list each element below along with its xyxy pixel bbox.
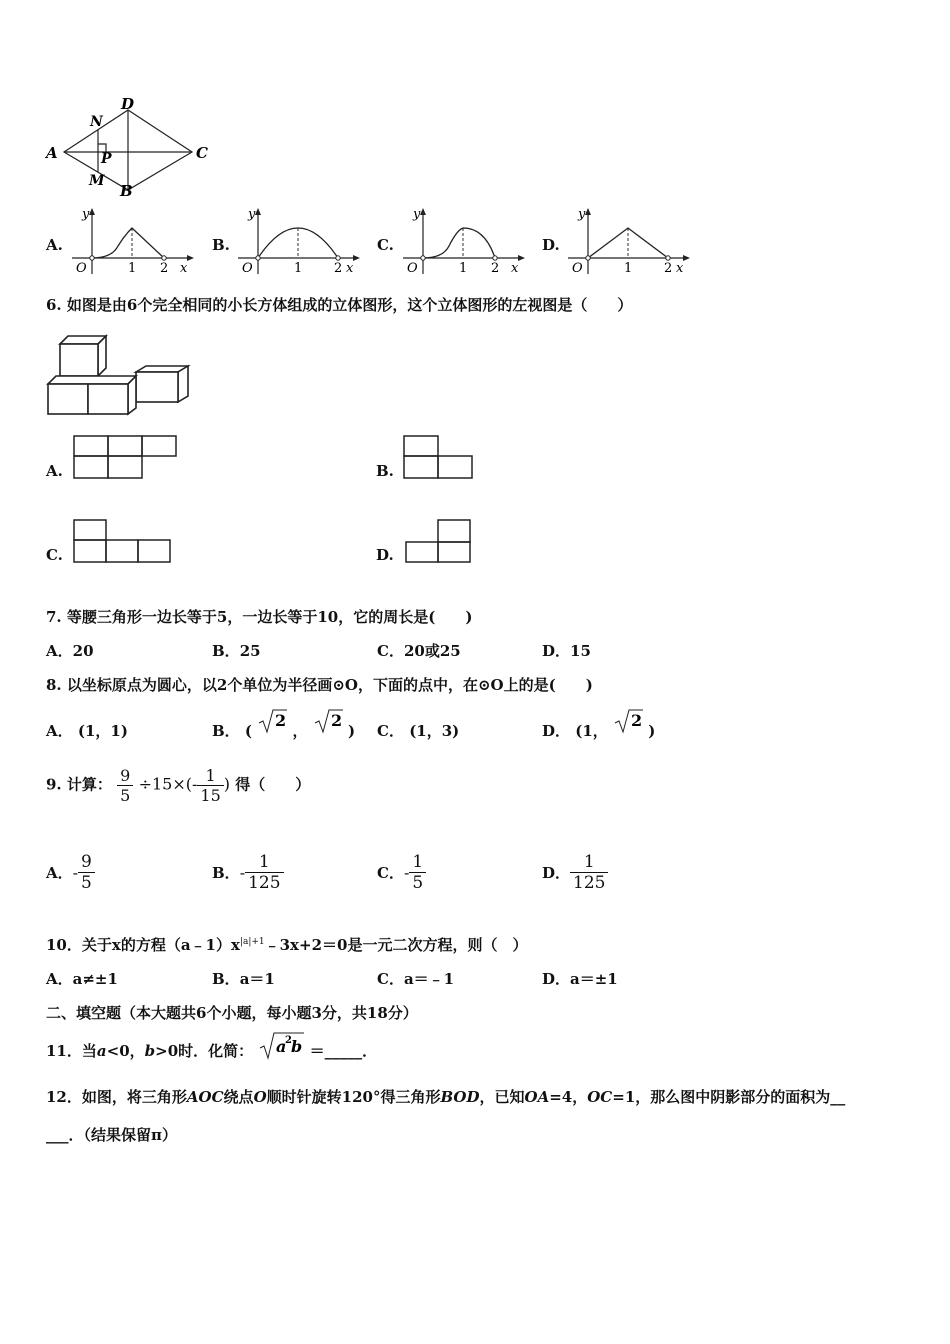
q10-option-letter: B． [212, 970, 240, 988]
tick-label-1: 1 [294, 261, 303, 276]
q9-fraction-2-den: 15 [197, 785, 223, 805]
q10-option-letter: A． [46, 970, 73, 988]
q12-text: ，已知 [479, 1088, 525, 1106]
hollow-point-origin [256, 256, 260, 260]
q10-text-post: ﹣3x+2＝0是一元二次方程，则（ ） [264, 936, 528, 954]
tick-label-2: 2 [491, 261, 500, 276]
origin-label: O [242, 261, 253, 276]
q10-option-a[interactable] [46, 968, 118, 989]
q7-option-value: 20或25 [403, 642, 461, 660]
q6-option-c-figure[interactable] [72, 518, 176, 566]
q8-option-d-letter: D． [542, 722, 571, 740]
q9-option-sign: - [403, 863, 410, 882]
y-axis-label: y [82, 207, 90, 222]
y-axis-arrow-icon [420, 208, 426, 215]
hollow-point-end [666, 256, 670, 260]
q8-question [46, 674, 593, 695]
q6-option-c-letter[interactable]: C. [46, 546, 63, 564]
y-axis-arrow-icon [585, 208, 591, 215]
q10-option-b[interactable] [212, 968, 275, 989]
x-axis-arrow-icon [353, 255, 360, 261]
hollow-point-origin [421, 256, 425, 260]
q12-text: 如图，将三角形 [81, 1088, 187, 1106]
q7-option-b[interactable] [212, 640, 261, 661]
q8-option-a[interactable] [46, 720, 128, 741]
y-axis-label: y [248, 207, 256, 222]
hollow-point-end [162, 256, 166, 260]
q10-option-d[interactable] [542, 968, 618, 989]
sqrt-sign-icon [613, 708, 643, 734]
q8-option-b-close: ) [347, 722, 356, 740]
q10-exponent: |a|+1 [239, 937, 265, 947]
q9-fraction-1 [117, 766, 133, 805]
fraction-denominator: 125 [245, 872, 283, 893]
q8-option-b-comma: ， [292, 722, 308, 740]
q9-option-a[interactable] [46, 852, 95, 893]
x-axis-arrow-icon [683, 255, 690, 261]
q8-text: 以坐标原点为圆心，以2个单位为半径画⊙O，下面的点中，在⊙O上的是( ) [66, 676, 593, 694]
q11-text-1: 当 [81, 1042, 97, 1060]
q8-option-d-close: ) [648, 722, 656, 740]
label-n: N [90, 114, 103, 130]
q10-option-value: a＝±1 [570, 970, 618, 988]
q5-graph [564, 206, 694, 280]
q10-option-value: a＝﹣1 [403, 970, 455, 988]
q8-option-b[interactable] [212, 708, 356, 740]
q8-option-c-letter: C． [377, 722, 404, 740]
q6-solid-figure [46, 332, 196, 418]
q8-option-c[interactable] [377, 720, 459, 741]
hollow-point-end [493, 256, 497, 260]
q7-option-value: 15 [570, 642, 591, 660]
fraction-numerator: 1 [583, 852, 595, 872]
label-a: A [46, 144, 58, 162]
q8-option-d-radicand: 2 [631, 711, 643, 730]
q12-text: =4， [549, 1088, 588, 1106]
q9-fraction-1-den: 5 [117, 785, 133, 805]
sqrt-sign-icon [257, 708, 287, 734]
q6-option-b-letter[interactable]: B. [376, 462, 394, 480]
q5-option-letter: D. [542, 236, 560, 254]
q11-text-2: <0， [106, 1042, 145, 1060]
q12-math-var: O [253, 1088, 267, 1106]
label-b: B [120, 182, 133, 200]
origin-label: O [407, 261, 418, 276]
q6-option-a-figure[interactable] [72, 434, 180, 482]
label-c: C [196, 144, 208, 162]
q9-option-letter: A． [46, 864, 73, 882]
y-axis-label: y [578, 207, 586, 222]
q7-option-letter: A． [46, 642, 73, 660]
q7-number: 7. [46, 608, 62, 626]
q10-option-value: a≠±1 [72, 970, 118, 988]
fraction-denominator: 5 [78, 872, 95, 893]
sqrt-sign-icon [313, 708, 343, 734]
label-d: D [121, 98, 135, 113]
q6-text: 如图是由6个完全相同的小长方体组成的立体图形，这个立体图形的左视图是（ ） [66, 296, 633, 314]
q7-option-d[interactable] [542, 640, 591, 661]
q9-option-sign: - [239, 863, 246, 882]
q7-text: 等腰三角形一边长等于5，一边长等于10，它的周长是( ) [66, 608, 473, 626]
q9-option-c[interactable] [377, 852, 426, 893]
q8-option-b-radicand-2: 2 [330, 711, 342, 730]
q11-radicand-b: b [291, 1037, 303, 1056]
q5-option-letter: B. [212, 236, 230, 254]
q5-option-letter: A. [46, 236, 63, 254]
rhombus-figure [40, 98, 220, 200]
q12-text: 顺时针旋转120°得三角形 [266, 1088, 441, 1106]
tick-label-2: 2 [334, 261, 343, 276]
function-curve [423, 228, 495, 258]
q8-number: 8. [46, 676, 62, 694]
q5-option-letter: C. [377, 236, 394, 254]
q12-math-var: OC [587, 1088, 613, 1106]
y-axis-arrow-icon [89, 208, 95, 215]
q10-option-letter: D． [542, 970, 571, 988]
hollow-point-end [336, 256, 340, 260]
q9-option-fraction [570, 852, 608, 893]
y-axis-label: y [413, 207, 421, 222]
q7-question [46, 606, 472, 627]
x-axis-arrow-icon [518, 255, 525, 261]
q8-option-d[interactable] [542, 708, 656, 740]
q6-question [46, 294, 632, 315]
q7-option-c[interactable] [377, 640, 461, 661]
q7-option-value: 20 [72, 642, 94, 660]
q7-option-a[interactable] [46, 640, 94, 661]
q12-math-var: OA [524, 1088, 550, 1106]
q5-graph [68, 206, 198, 280]
label-m: M [89, 173, 105, 189]
q8-option-a-letter: A． [46, 722, 73, 740]
y-axis-arrow-icon [255, 208, 261, 215]
tick-label-2: 2 [664, 261, 673, 276]
section-2-heading: 二、填空题（本大题共6个小题，每小题3分，共18分） [46, 1004, 418, 1022]
q9-option-fraction [245, 852, 283, 893]
q6-option-d-letter[interactable]: D. [376, 546, 394, 564]
tick-label-2: 2 [160, 261, 169, 276]
q12-math-var: BOD [440, 1088, 480, 1106]
q8-option-a-value: (1，1) [77, 722, 128, 740]
q6-option-d-figure[interactable] [404, 518, 476, 566]
q7-option-letter: D． [542, 642, 571, 660]
q10-text-pre: 关于x的方程（a﹣1）x [81, 936, 240, 954]
q9-expression-close: ) [223, 774, 231, 794]
q7-option-value: 25 [239, 642, 261, 660]
label-p: P [101, 151, 112, 167]
x-axis-arrow-icon [187, 255, 194, 261]
q5-graph [234, 206, 364, 280]
q12-text: =1，那么图中阴影部分的面积为__ [612, 1088, 846, 1106]
q9-option-fraction [409, 852, 426, 893]
origin-label: O [572, 261, 583, 276]
q9-label: 计算： [66, 775, 112, 794]
origin-label: O [76, 261, 87, 276]
q10-question [46, 934, 527, 955]
x-axis-label: x [346, 261, 354, 276]
tick-label-1: 1 [128, 261, 137, 276]
q11-question [46, 1030, 377, 1060]
q12-math-var: AOC [186, 1088, 224, 1106]
q9-option-sign: - [72, 863, 79, 882]
q12-line-2: ___．（结果保留π） [46, 1126, 177, 1144]
q7-option-letter: B． [212, 642, 240, 660]
q11-text-3: >0时．化简： [155, 1042, 254, 1060]
q8-option-d-open: (1， [575, 722, 608, 740]
q6-option-b-figure[interactable] [402, 434, 476, 482]
x-axis-label: x [180, 261, 188, 276]
q9-option-letter: C． [377, 864, 404, 882]
q11-var-b: b [144, 1042, 156, 1060]
fraction-numerator: 9 [81, 852, 92, 872]
hollow-point-origin [90, 256, 94, 260]
q9-option-letter: B． [212, 864, 240, 882]
q12-number: 12． [46, 1088, 82, 1106]
q9-option-fraction [78, 852, 95, 893]
q9-fraction-1-num: 9 [120, 766, 131, 785]
sqrt-sign-icon [258, 1030, 304, 1060]
q12-text: 绕点 [223, 1088, 254, 1106]
fraction-denominator: 125 [570, 872, 608, 893]
q9-question [46, 766, 310, 805]
fraction-numerator: 1 [258, 852, 270, 872]
q9-suffix: 得（ ） [235, 775, 311, 794]
q9-option-d[interactable] [542, 852, 608, 893]
hollow-point-origin [586, 256, 590, 260]
q11-radicand-a: a [276, 1037, 287, 1056]
q9-option-b[interactable] [212, 852, 284, 893]
q11-radicand-exponent: 2 [285, 1035, 293, 1046]
q10-option-value: a＝1 [239, 970, 275, 988]
q8-option-b-radicand-1: 2 [275, 711, 287, 730]
q6-option-a-letter[interactable]: A. [46, 462, 63, 480]
q5-graph [399, 206, 529, 280]
fraction-numerator: 1 [412, 852, 424, 872]
q8-option-c-value: (1，3) [409, 722, 460, 740]
tick-label-1: 1 [459, 261, 468, 276]
x-axis-label: x [511, 261, 519, 276]
function-curve [92, 228, 164, 258]
q10-option-c[interactable] [377, 968, 454, 989]
q9-expression-mid: ÷15×(- [138, 774, 198, 794]
q6-number: 6. [46, 296, 62, 314]
q9-option-letter: D． [542, 864, 571, 882]
q8-option-b-open: ( [244, 722, 253, 740]
tick-label-1: 1 [624, 261, 633, 276]
fraction-denominator: 5 [409, 872, 426, 893]
q9-number: 9. [46, 775, 62, 794]
q11-answer-blank[interactable]: ＝_____． [309, 1042, 378, 1060]
q10-option-letter: C． [377, 970, 404, 988]
q10-number: 10． [46, 936, 82, 954]
q11-var-a: a [96, 1042, 107, 1060]
q9-fraction-2-num: 1 [205, 766, 216, 785]
q8-option-b-letter: B． [212, 722, 240, 740]
q12-line-1 [46, 1086, 845, 1107]
x-axis-label: x [676, 261, 684, 276]
q9-fraction-2 [197, 766, 223, 805]
q7-option-letter: C． [377, 642, 404, 660]
q11-number: 11． [46, 1042, 82, 1060]
